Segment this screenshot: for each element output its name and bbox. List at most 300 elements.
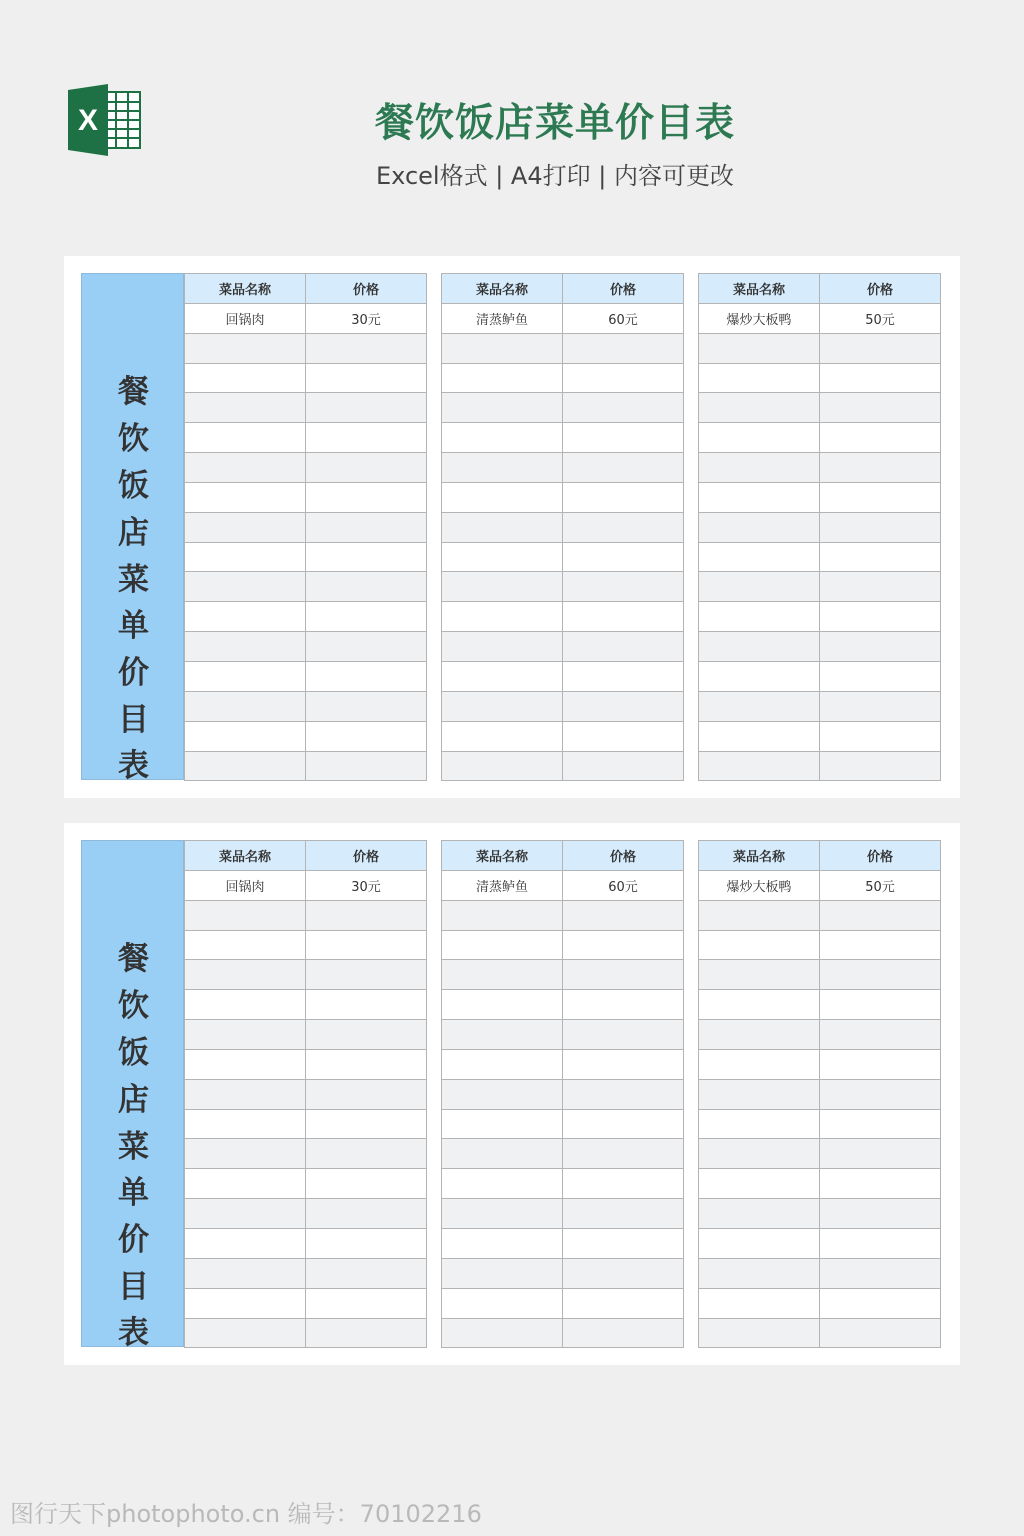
menu-table <box>184 273 427 781</box>
table-row <box>442 691 684 721</box>
price-cell[interactable] <box>306 1318 427 1348</box>
side-title-char: 价 <box>118 655 149 691</box>
price-cell[interactable]: 50元 <box>820 303 941 333</box>
table-row <box>699 1020 941 1050</box>
price-cell[interactable] <box>563 542 684 572</box>
dish-name-cell[interactable] <box>699 960 820 990</box>
dish-name-cell[interactable] <box>185 572 306 602</box>
side-title-char: 店 <box>118 1082 149 1118</box>
dish-name-cell[interactable] <box>699 363 820 393</box>
price-cell[interactable] <box>820 1199 941 1229</box>
table-row <box>442 333 684 363</box>
menu-table <box>441 840 684 1348</box>
table-row <box>699 512 941 542</box>
price-cell[interactable] <box>563 1318 684 1348</box>
price-cell[interactable] <box>306 751 427 781</box>
dish-name-cell[interactable] <box>442 721 563 751</box>
dish-name-cell[interactable] <box>442 572 563 602</box>
table-row <box>699 632 941 662</box>
dish-name-cell[interactable] <box>442 751 563 781</box>
price-cell[interactable] <box>563 1228 684 1258</box>
table-row <box>442 960 684 990</box>
dish-name-cell[interactable] <box>185 1318 306 1348</box>
table-row <box>699 363 941 393</box>
table-row <box>442 602 684 632</box>
dish-name-cell[interactable] <box>185 453 306 483</box>
side-title-char: 单 <box>118 1175 149 1211</box>
column-header-dish-name: 菜品名称 <box>699 841 820 871</box>
side-title-char: 饮 <box>118 988 149 1024</box>
dish-name-cell[interactable] <box>442 1049 563 1079</box>
table-row <box>185 512 427 542</box>
dish-name-cell[interactable] <box>185 1288 306 1318</box>
column-header-price: 价格 <box>306 841 427 871</box>
dish-name-cell[interactable] <box>699 751 820 781</box>
price-cell[interactable] <box>563 1288 684 1318</box>
price-cell[interactable] <box>820 1049 941 1079</box>
price-cell[interactable] <box>563 512 684 542</box>
table-row <box>185 900 427 930</box>
price-cell[interactable] <box>563 1109 684 1139</box>
dish-name-cell[interactable] <box>699 333 820 363</box>
table-row <box>185 453 427 483</box>
table-row <box>442 900 684 930</box>
price-cell[interactable] <box>563 721 684 751</box>
column-header-price: 价格 <box>820 841 941 871</box>
dish-name-cell[interactable] <box>699 572 820 602</box>
svg-text:X: X <box>77 104 99 137</box>
table-row <box>699 691 941 721</box>
price-cell[interactable] <box>563 960 684 990</box>
dish-name-cell[interactable]: 回锅肉 <box>185 303 306 333</box>
table-row <box>185 990 427 1020</box>
menu-table <box>698 273 941 781</box>
table-row <box>699 393 941 423</box>
price-cell[interactable]: 60元 <box>563 870 684 900</box>
table-row <box>442 1258 684 1288</box>
price-cell[interactable] <box>563 751 684 781</box>
dish-name-cell[interactable] <box>699 393 820 423</box>
table-row <box>185 1199 427 1229</box>
dish-name-cell[interactable] <box>699 1318 820 1348</box>
dish-name-cell[interactable] <box>185 423 306 453</box>
price-cell[interactable] <box>563 363 684 393</box>
column-header-dish-name: 菜品名称 <box>699 274 820 304</box>
price-cell[interactable] <box>820 632 941 662</box>
dish-name-cell[interactable] <box>699 1199 820 1229</box>
page-subtitle: Excel格式 | A4打印 | 内容可更改 <box>376 162 734 190</box>
price-cell[interactable] <box>563 602 684 632</box>
table-row <box>442 1199 684 1229</box>
price-cell[interactable] <box>306 1228 427 1258</box>
column-header-dish-name: 菜品名称 <box>442 841 563 871</box>
table-row <box>442 1139 684 1169</box>
price-cell[interactable] <box>306 453 427 483</box>
price-cell[interactable] <box>820 1228 941 1258</box>
side-title-char: 价 <box>118 1222 149 1258</box>
side-title-char: 菜 <box>118 1129 149 1165</box>
price-cell[interactable] <box>306 1079 427 1109</box>
dish-name-cell[interactable] <box>442 691 563 721</box>
price-cell[interactable] <box>563 1258 684 1288</box>
menu-table <box>184 840 427 1348</box>
side-title-char: 目 <box>118 702 149 738</box>
price-cell[interactable] <box>306 1049 427 1079</box>
table-row <box>699 1318 941 1348</box>
table-row <box>442 393 684 423</box>
table-row <box>699 1258 941 1288</box>
price-cell[interactable] <box>306 632 427 662</box>
price-cell[interactable] <box>306 393 427 423</box>
dish-name-cell[interactable] <box>699 990 820 1020</box>
dish-name-cell[interactable] <box>442 1228 563 1258</box>
table-row <box>185 1139 427 1169</box>
dish-name-cell[interactable] <box>185 900 306 930</box>
column-header-dish-name: 菜品名称 <box>185 841 306 871</box>
dish-name-cell[interactable] <box>185 602 306 632</box>
dish-name-cell[interactable] <box>699 1139 820 1169</box>
dish-name-cell[interactable] <box>699 602 820 632</box>
price-cell[interactable] <box>563 1139 684 1169</box>
dish-name-cell[interactable]: 爆炒大板鸭 <box>699 303 820 333</box>
table-row <box>699 1049 941 1079</box>
price-cell[interactable] <box>820 900 941 930</box>
table-row <box>442 303 684 333</box>
price-cell[interactable]: 60元 <box>563 303 684 333</box>
dish-name-cell[interactable] <box>699 632 820 662</box>
price-cell[interactable] <box>306 721 427 751</box>
table-row <box>699 870 941 900</box>
price-cell[interactable] <box>306 1109 427 1139</box>
price-cell[interactable] <box>820 1079 941 1109</box>
price-cell[interactable] <box>820 990 941 1020</box>
dish-name-cell[interactable] <box>699 1049 820 1079</box>
price-cell[interactable] <box>306 333 427 363</box>
table-row <box>185 1228 427 1258</box>
price-cell[interactable] <box>820 1169 941 1199</box>
table-row <box>185 1109 427 1139</box>
dish-name-cell[interactable] <box>185 721 306 751</box>
dish-name-cell[interactable] <box>699 1109 820 1139</box>
price-cell[interactable] <box>306 1258 427 1288</box>
table-row <box>442 632 684 662</box>
dish-name-cell[interactable] <box>185 1139 306 1169</box>
dish-name-cell[interactable] <box>185 1049 306 1079</box>
column-header-price: 价格 <box>820 274 941 304</box>
dish-name-cell[interactable] <box>442 661 563 691</box>
dish-name-cell[interactable] <box>699 512 820 542</box>
price-cell[interactable] <box>820 453 941 483</box>
table-row <box>699 333 941 363</box>
dish-name-cell[interactable] <box>442 1139 563 1169</box>
table-row <box>185 691 427 721</box>
price-cell[interactable] <box>306 363 427 393</box>
price-cell[interactable] <box>306 572 427 602</box>
price-cell[interactable] <box>306 1169 427 1199</box>
dish-name-cell[interactable]: 回锅肉 <box>185 870 306 900</box>
table-row <box>442 363 684 393</box>
table-row <box>185 632 427 662</box>
dish-name-cell[interactable] <box>442 512 563 542</box>
dish-name-cell[interactable] <box>185 512 306 542</box>
dish-name-cell[interactable] <box>185 363 306 393</box>
price-cell[interactable] <box>820 930 941 960</box>
table-row <box>185 393 427 423</box>
price-cell[interactable] <box>563 930 684 960</box>
price-cell[interactable] <box>820 512 941 542</box>
dish-name-cell[interactable]: 爆炒大板鸭 <box>699 870 820 900</box>
table-row <box>185 423 427 453</box>
dish-name-cell[interactable] <box>442 453 563 483</box>
side-title-panel <box>81 273 184 784</box>
menu-table <box>698 840 941 1348</box>
dish-name-cell[interactable] <box>699 1020 820 1050</box>
table-row <box>442 721 684 751</box>
menu-table <box>441 273 684 781</box>
price-cell[interactable] <box>563 990 684 1020</box>
dish-name-cell[interactable] <box>699 930 820 960</box>
price-cell[interactable] <box>306 602 427 632</box>
price-cell[interactable] <box>563 632 684 662</box>
table-row <box>442 1079 684 1109</box>
price-cell[interactable] <box>563 1199 684 1229</box>
price-cell[interactable] <box>820 721 941 751</box>
table-row <box>442 1109 684 1139</box>
price-cell[interactable] <box>563 572 684 602</box>
table-row <box>442 1049 684 1079</box>
price-cell[interactable] <box>820 661 941 691</box>
table-row <box>185 1258 427 1288</box>
price-cell[interactable]: 30元 <box>306 870 427 900</box>
price-cell[interactable] <box>306 661 427 691</box>
price-cell[interactable] <box>563 661 684 691</box>
dish-name-cell[interactable] <box>185 930 306 960</box>
table-row <box>185 542 427 572</box>
table-row <box>185 870 427 900</box>
dish-name-cell[interactable] <box>442 1020 563 1050</box>
dish-name-cell[interactable] <box>699 1228 820 1258</box>
side-title-panel <box>81 840 184 1351</box>
dish-name-cell[interactable] <box>442 393 563 423</box>
table-row <box>699 423 941 453</box>
dish-name-cell[interactable] <box>442 363 563 393</box>
table-row <box>699 1109 941 1139</box>
table-row <box>185 1169 427 1199</box>
price-cell[interactable] <box>563 393 684 423</box>
table-row <box>699 661 941 691</box>
dish-name-cell[interactable] <box>442 333 563 363</box>
price-cell[interactable] <box>563 1169 684 1199</box>
dish-name-cell[interactable] <box>699 691 820 721</box>
dish-name-cell[interactable] <box>699 453 820 483</box>
dish-name-cell[interactable] <box>185 1258 306 1288</box>
table-row <box>699 751 941 781</box>
price-cell[interactable] <box>820 1288 941 1318</box>
dish-name-cell[interactable]: 清蒸鲈鱼 <box>442 870 563 900</box>
price-cell[interactable] <box>306 930 427 960</box>
table-row <box>442 572 684 602</box>
price-cell[interactable] <box>820 572 941 602</box>
dish-name-cell[interactable] <box>442 423 563 453</box>
dish-name-cell[interactable] <box>185 542 306 572</box>
price-cell[interactable] <box>306 1020 427 1050</box>
page-title: 餐饮饭店菜单价目表 <box>374 101 735 146</box>
dish-name-cell[interactable] <box>699 1079 820 1109</box>
dish-name-cell[interactable] <box>442 1079 563 1109</box>
dish-name-cell[interactable] <box>185 482 306 512</box>
dish-name-cell[interactable] <box>185 960 306 990</box>
side-title-char: 饭 <box>118 1035 149 1071</box>
price-cell[interactable] <box>820 960 941 990</box>
price-cell[interactable] <box>306 900 427 930</box>
price-cell[interactable]: 30元 <box>306 303 427 333</box>
price-cell[interactable] <box>563 423 684 453</box>
dish-name-cell[interactable] <box>442 632 563 662</box>
price-cell[interactable] <box>820 333 941 363</box>
dish-name-cell[interactable] <box>699 661 820 691</box>
side-title-char: 店 <box>118 515 149 551</box>
dish-name-cell[interactable] <box>699 1258 820 1288</box>
table-row <box>442 423 684 453</box>
table-row <box>699 453 941 483</box>
price-cell[interactable] <box>563 900 684 930</box>
dish-name-cell[interactable]: 清蒸鲈鱼 <box>442 303 563 333</box>
table-row <box>442 870 684 900</box>
table-row <box>185 1318 427 1348</box>
dish-name-cell[interactable] <box>185 691 306 721</box>
table-row <box>699 1139 941 1169</box>
table-row <box>185 661 427 691</box>
price-cell[interactable] <box>820 482 941 512</box>
price-cell[interactable] <box>820 393 941 423</box>
dish-name-cell[interactable] <box>442 960 563 990</box>
column-header-dish-name: 菜品名称 <box>185 274 306 304</box>
dish-name-cell[interactable] <box>442 1318 563 1348</box>
table-row <box>699 482 941 512</box>
table-row <box>185 363 427 393</box>
price-cell[interactable] <box>563 1049 684 1079</box>
dish-name-cell[interactable] <box>185 751 306 781</box>
price-cell[interactable] <box>820 1318 941 1348</box>
table-row <box>185 930 427 960</box>
price-cell[interactable] <box>306 423 427 453</box>
table-row <box>185 333 427 363</box>
price-cell[interactable] <box>820 542 941 572</box>
table-row <box>442 512 684 542</box>
dish-name-cell[interactable] <box>185 1020 306 1050</box>
price-cell[interactable] <box>306 1288 427 1318</box>
dish-name-cell[interactable] <box>442 1199 563 1229</box>
table-row <box>699 721 941 751</box>
dish-name-cell[interactable] <box>699 1169 820 1199</box>
dish-name-cell[interactable] <box>442 1169 563 1199</box>
dish-name-cell[interactable] <box>442 1109 563 1139</box>
table-row <box>185 303 427 333</box>
price-cell[interactable] <box>563 691 684 721</box>
dish-name-cell[interactable] <box>442 930 563 960</box>
price-cell[interactable] <box>820 363 941 393</box>
price-cell[interactable] <box>820 602 941 632</box>
dish-name-cell[interactable] <box>699 423 820 453</box>
dish-name-cell[interactable] <box>185 1079 306 1109</box>
side-title-char: 单 <box>118 608 149 644</box>
dish-name-cell[interactable] <box>185 333 306 363</box>
price-cell[interactable] <box>306 691 427 721</box>
column-header-price: 价格 <box>563 274 684 304</box>
price-cell[interactable] <box>306 1199 427 1229</box>
dish-name-cell[interactable] <box>442 602 563 632</box>
dish-name-cell[interactable] <box>699 721 820 751</box>
dish-name-cell[interactable] <box>185 990 306 1020</box>
price-cell[interactable] <box>306 542 427 572</box>
menu-sheet <box>64 256 960 798</box>
price-cell[interactable] <box>306 960 427 990</box>
price-cell[interactable] <box>563 482 684 512</box>
dish-name-cell[interactable] <box>442 900 563 930</box>
dish-name-cell[interactable] <box>185 393 306 423</box>
dish-name-cell[interactable] <box>442 542 563 572</box>
dish-name-cell[interactable] <box>699 900 820 930</box>
price-cell[interactable] <box>820 751 941 781</box>
dish-name-cell[interactable] <box>185 1109 306 1139</box>
price-cell[interactable]: 50元 <box>820 870 941 900</box>
table-row <box>699 303 941 333</box>
price-cell[interactable] <box>563 1079 684 1109</box>
price-cell[interactable] <box>306 1139 427 1169</box>
dish-name-cell[interactable] <box>185 1199 306 1229</box>
table-row <box>699 1288 941 1318</box>
dish-name-cell[interactable] <box>699 482 820 512</box>
table-row <box>185 1288 427 1318</box>
side-title-char: 表 <box>118 1315 149 1351</box>
table-row <box>185 721 427 751</box>
price-cell[interactable] <box>820 423 941 453</box>
table-row <box>185 1049 427 1079</box>
dish-name-cell[interactable] <box>442 990 563 1020</box>
price-cell[interactable] <box>306 990 427 1020</box>
price-cell[interactable] <box>820 1139 941 1169</box>
price-cell[interactable] <box>563 453 684 483</box>
dish-name-cell[interactable] <box>699 1288 820 1318</box>
price-cell[interactable] <box>563 1020 684 1050</box>
table-row <box>185 602 427 632</box>
table-row <box>442 1228 684 1258</box>
dish-name-cell[interactable] <box>185 1169 306 1199</box>
dish-name-cell[interactable] <box>185 1228 306 1258</box>
table-row <box>185 482 427 512</box>
price-cell[interactable] <box>820 1109 941 1139</box>
table-row <box>185 1020 427 1050</box>
table-row <box>699 1169 941 1199</box>
price-cell[interactable] <box>820 1258 941 1288</box>
table-row <box>699 1199 941 1229</box>
table-row <box>442 482 684 512</box>
price-cell[interactable] <box>563 333 684 363</box>
dish-name-cell[interactable] <box>699 542 820 572</box>
dish-name-cell[interactable] <box>442 482 563 512</box>
dish-name-cell[interactable] <box>442 1288 563 1318</box>
table-row <box>442 930 684 960</box>
price-cell[interactable] <box>820 1020 941 1050</box>
table-row <box>442 1318 684 1348</box>
dish-name-cell[interactable] <box>185 632 306 662</box>
price-cell[interactable] <box>820 691 941 721</box>
price-cell[interactable] <box>306 512 427 542</box>
dish-name-cell[interactable] <box>185 661 306 691</box>
price-cell[interactable] <box>306 482 427 512</box>
column-header-price: 价格 <box>563 841 684 871</box>
dish-name-cell[interactable] <box>442 1258 563 1288</box>
